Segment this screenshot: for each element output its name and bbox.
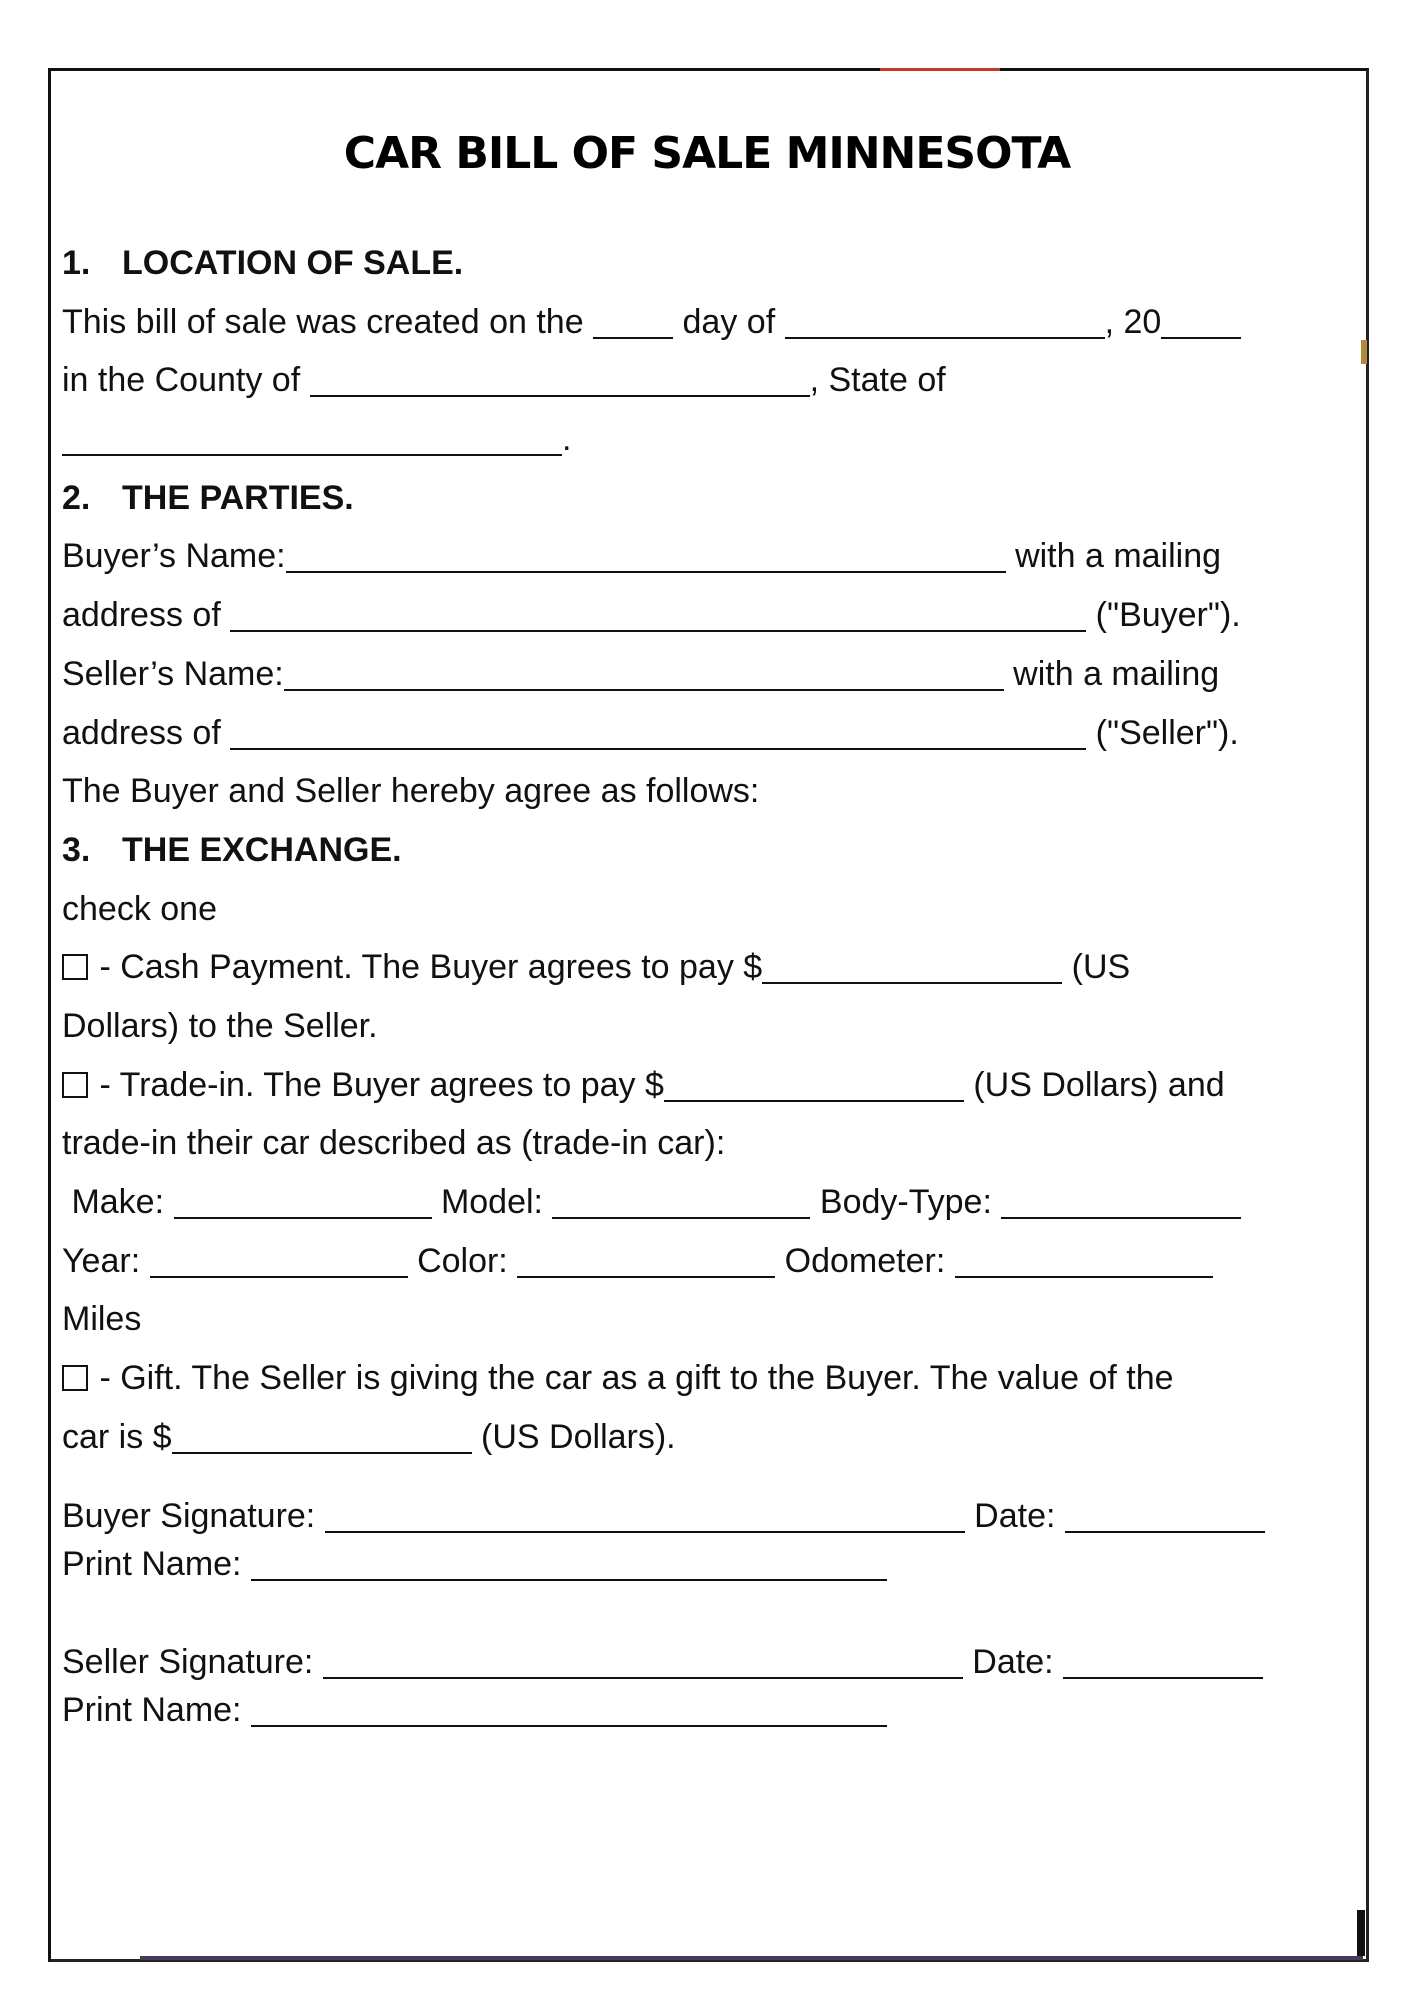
state-blank[interactable] (62, 420, 562, 456)
seller-signature-line: Seller Signature: Date: (62, 1638, 1312, 1686)
year-blank[interactable] (1161, 303, 1241, 339)
trade-in-line: - Trade-in. The Buyer agrees to pay $ (US Dollars) and (62, 1056, 1312, 1115)
seller-print-name-line: Print Name: (62, 1686, 1312, 1734)
cash-payment-checkbox[interactable] (62, 954, 88, 980)
buyer-address-blank[interactable] (230, 596, 1086, 632)
color-blank[interactable] (517, 1242, 775, 1278)
county-blank[interactable] (310, 361, 810, 397)
cash-payment-line: - Cash Payment. The Buyer agrees to pay $ (US (62, 938, 1312, 997)
seller-signature-blank[interactable] (323, 1643, 963, 1679)
trade-in-checkbox[interactable] (62, 1072, 88, 1098)
buyer-signature-line: Buyer Signature: Date: (62, 1492, 1312, 1540)
agreement-line: The Buyer and Seller hereby agree as follows: (62, 772, 760, 811)
section-1-heading: 1. LOCATION OF SALE. (62, 244, 464, 282)
year-blank[interactable] (150, 1242, 408, 1278)
border-accent-right (1361, 340, 1367, 364)
border-accent-bottom (140, 1956, 1363, 1960)
odometer-blank[interactable] (955, 1242, 1213, 1278)
gift-checkbox[interactable] (62, 1365, 88, 1391)
seller-address-blank[interactable] (230, 714, 1086, 750)
buyer-print-name-line: Print Name: (62, 1540, 1312, 1588)
miles-label: Miles (62, 1300, 142, 1339)
month-blank[interactable] (785, 303, 1105, 339)
buyer-address-line: address of ("Buyer"). (62, 596, 1241, 635)
buyer-signature-blank[interactable] (325, 1497, 965, 1533)
section-2-heading: 2. THE PARTIES. (62, 478, 354, 517)
body-type-blank[interactable] (1001, 1183, 1241, 1219)
day-blank[interactable] (593, 303, 673, 339)
make-blank[interactable] (174, 1183, 432, 1219)
trade-in-line-2: trade-in their car described as (trade-in car): (62, 1124, 726, 1163)
gift-amount-blank[interactable] (172, 1418, 472, 1454)
cash-amount-blank[interactable] (762, 948, 1062, 984)
border-accent-corner (1357, 1910, 1365, 1956)
seller-name-line: Seller’s Name: with a mailing (62, 654, 1220, 693)
year-color-line: Year: Color: Odometer: (62, 1232, 1312, 1291)
trade-amount-blank[interactable] (664, 1066, 964, 1102)
gift-line-2: car is $ (US Dollars). (62, 1417, 676, 1456)
model-blank[interactable] (552, 1183, 810, 1219)
county-line: in the County of , State of (62, 361, 946, 400)
buyer-name-blank[interactable] (286, 537, 1006, 573)
document-body (62, 234, 1312, 1734)
seller-address-line: address of ("Seller"). (62, 713, 1239, 752)
state-line: . (62, 410, 1312, 469)
section-3-heading: 3. THE EXCHANGE. (62, 830, 402, 869)
check-one-label: check one (62, 889, 217, 928)
buyer-print-name-blank[interactable] (251, 1545, 887, 1581)
make-model-line: Make: Model: Body-Type: (62, 1173, 1312, 1232)
seller-print-name-blank[interactable] (251, 1691, 887, 1727)
seller-name-blank[interactable] (284, 655, 1004, 691)
cash-payment-line-2: Dollars) to the Seller. (62, 1006, 378, 1045)
buyer-name-line: Buyer’s Name: with a mailing (62, 537, 1222, 576)
buyer-date-blank[interactable] (1065, 1497, 1265, 1533)
document-title: CAR BILL OF SALE MINNESOTA (343, 128, 1071, 179)
gift-line: - Gift. The Seller is giving the car as a gift to the Buyer. The value of the (62, 1349, 1312, 1408)
border-accent-top (880, 68, 1000, 71)
date-line: This bill of sale was created on the day of , 20 (62, 293, 1312, 352)
seller-date-blank[interactable] (1063, 1643, 1263, 1679)
